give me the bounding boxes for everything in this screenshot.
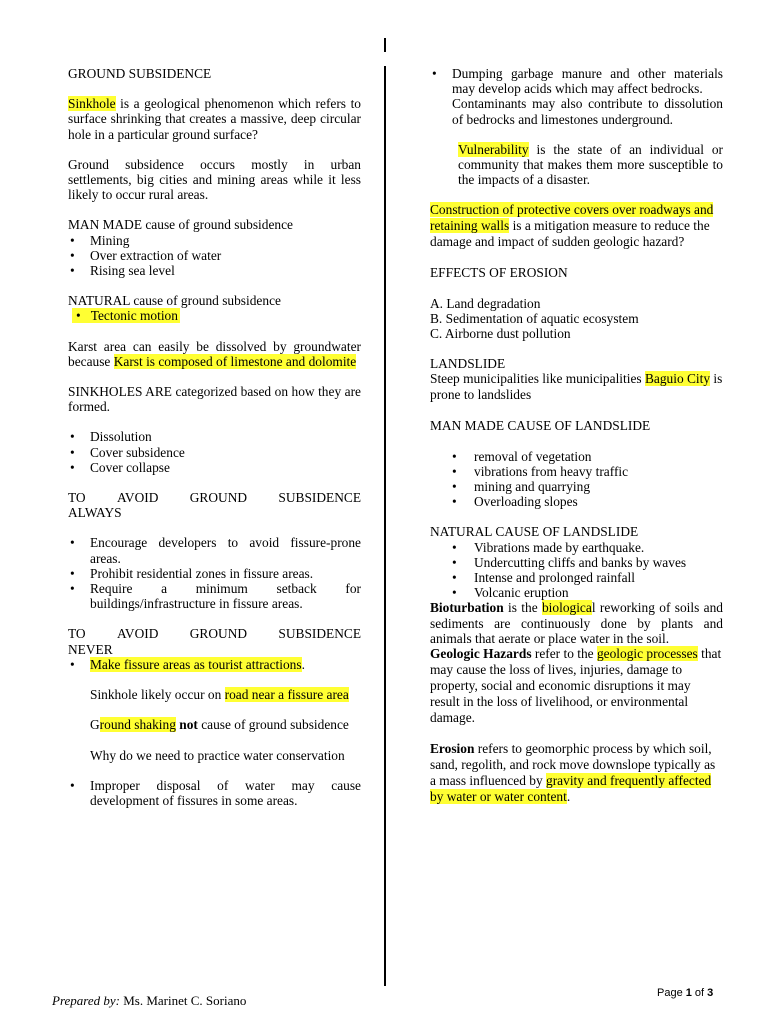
sinkhole-likely: Sinkhole likely occur on road near a fissure area [90, 687, 349, 703]
water-conservation-question: Why do we need to practice water conservation [90, 747, 345, 763]
list-item: • Cover collapse [68, 460, 361, 475]
list-item: • Over extraction of water [68, 248, 361, 263]
list-item: • Improper disposal of water may cause development of fissures in some areas. [68, 778, 361, 808]
section-title-ground-subsidence: GROUND SUBSIDENCE [68, 66, 212, 81]
natural-landslide-list [430, 540, 723, 601]
sinkholes-categorized: SINKHOLES ARE categorized based on how they are formed. [68, 384, 361, 415]
list-item: • Make fissure areas as tourist attractions. [68, 657, 361, 672]
column-divider [384, 66, 386, 986]
list-item: • Cover subsidence [68, 445, 361, 460]
manmade-landslide-list [430, 449, 723, 510]
effect-item: B. Sedimentation of aquatic ecosystem [430, 310, 639, 326]
list-item: • Undercutting cliffs and banks by waves [430, 555, 723, 570]
list-item: • Rising sea level [68, 263, 361, 278]
list-item: • Vibrations made by earthquake. [430, 540, 723, 555]
list-item: • Dumping garbage manure and other materials may develop acids which may affect bedrocks. [430, 66, 723, 96]
natural-subsidence-heading: NATURAL cause of ground subsidence [68, 293, 281, 309]
natural-landslide-heading: NATURAL CAUSE OF LANDSLIDE [430, 524, 639, 540]
ground-shaking: Ground shaking not cause of ground subsidence [90, 717, 349, 733]
landslide-heading: LANDSLIDE [430, 356, 506, 372]
list-item: • Mining [68, 233, 361, 248]
erosion-definition: Erosion refers to geomorphic process by which soil, sand, regolith, and rock move downslope typically as a mass influenced by gravity and frequently affected by water or water content. [430, 741, 716, 805]
effect-item: A. Land degradation [430, 295, 541, 311]
karst-paragraph: Karst area can easily be dissolved by groundwater because Karst is composed of limestone and dolomite [68, 338, 361, 369]
right-column [430, 66, 723, 805]
manmade-subsidence-list [68, 233, 361, 279]
avoid-never-list [68, 657, 361, 672]
improper-disposal-list [68, 778, 361, 808]
list-item: • Overloading slopes [430, 494, 723, 509]
avoid-never-heading: TO AVOID GROUND SUBSIDENCE NEVER [68, 626, 361, 657]
list-item: • Encourage developers to avoid fissure-prone areas. [68, 535, 361, 565]
construction-paragraph: Construction of protective covers over roadways and retaining walls is a mitigation measure to reduce the damage and impact of sudden geologic hazard? [430, 202, 714, 250]
list-item: • mining and quarrying [430, 479, 723, 494]
natural-subsidence-item: • Tectonic motion [68, 308, 361, 323]
sinkhole-types-list [68, 429, 361, 475]
list-item: • Prohibit residential zones in fissure areas. [68, 566, 361, 581]
list-item: • removal of vegetation [430, 449, 723, 464]
bioturbation-definition: Bioturbation is the biological reworking of soils and sediments are continuously done by plants and animals that aerate or place water in the soil. [430, 600, 723, 646]
avoid-always-heading: TO AVOID GROUND SUBSIDENCE ALWAYS [68, 490, 361, 521]
geologic-hazards-definition: Geologic Hazards refer to the geologic processes that may cause the loss of lives, injuries, damage to property, social and economic disruptions it may result in the loss of livelihood, or environmental damage. [430, 646, 722, 726]
sinkhole-term: Sinkhole [68, 96, 116, 112]
list-item: • Intense and prolonged rainfall [430, 570, 723, 585]
avoid-always-list [68, 535, 361, 611]
subsidence-occurrence: Ground subsidence occurs mostly in urban settlements, big cities and mining areas while it less likely to occur rural areas. [68, 156, 361, 203]
contaminants-paragraph: Contaminants may also contribute to dissolution of bedrocks and limestones underground. [452, 96, 723, 127]
page-top-mark [384, 38, 386, 52]
list-item: • vibrations from heavy traffic [430, 464, 723, 479]
landslide-paragraph: Steep municipalities like municipalities Baguio City is prone to landslides [430, 371, 723, 403]
effect-item: C. Airborne dust pollution [430, 326, 571, 342]
list-item: • Volcanic eruption [430, 585, 723, 600]
left-column [68, 66, 361, 808]
manmade-landslide-heading: MAN MADE CAUSE OF LANDSLIDE [430, 418, 651, 434]
manmade-subsidence-heading: MAN MADE cause of ground subsidence [68, 217, 293, 233]
sinkhole-definition: Sinkhole is a geological phenomenon which refers to surface shrinking that creates a massive, deep circular hole in a particular ground surface? [68, 96, 361, 142]
list-item: • Require a minimum setback for buildings/infrastructure in fissure areas. [68, 581, 361, 611]
page-number: Page 1 of 3 [657, 987, 714, 999]
prepared-by: Prepared by: Ms. Marinet C. Soriano [52, 993, 247, 1008]
effects-of-erosion-heading: EFFECTS OF EROSION [430, 265, 568, 281]
vulnerability-definition: Vulnerability is the state of an individual or community that makes them more susceptible to the impacts of a disaster. [458, 141, 723, 188]
list-item: • Dissolution [68, 429, 361, 444]
dumping-list [430, 66, 723, 96]
